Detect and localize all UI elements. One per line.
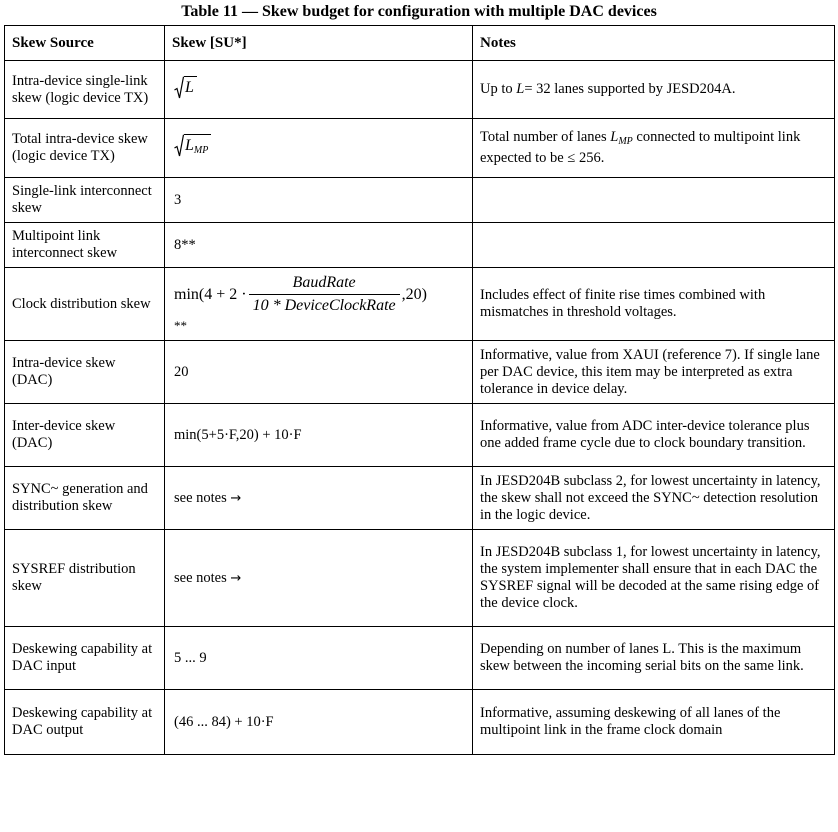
skew-source-cell: Intra-device single-link skew (logic device TX)	[5, 61, 165, 119]
notes-cell: Informative, assuming deskewing of all lanes of the multipoint link in the frame clock domain	[473, 690, 835, 755]
notes-cell: In JESD204B subclass 2, for lowest uncertainty in latency, the skew shall not exceed the SYNC~ detection resolution in the logic device.	[473, 467, 835, 530]
table-row	[5, 690, 835, 755]
skew-source-cell: Deskewing capability at DAC input	[5, 627, 165, 690]
table-caption: Table 11 — Skew budget for configuration with multiple DAC devices	[181, 3, 657, 20]
skew-value-cell	[165, 119, 473, 178]
header-skew-value: Skew [SU*]	[165, 26, 473, 61]
table-row	[5, 223, 835, 268]
skew-source-cell: Clock distribution skew	[5, 268, 165, 341]
skew-source-cell: SYNC~ generation and distribution skew	[5, 467, 165, 530]
arrow-right-icon: →	[230, 490, 242, 506]
skew-value-cell: 5 ... 9	[165, 627, 473, 690]
skew-value-cell: see notes →	[165, 467, 473, 530]
arrow-right-icon: →	[230, 570, 242, 586]
notes-cell: Total number of lanes $L_{MP}$ connected to multipoint link expected to be ≤ 256.	[473, 119, 835, 178]
skew-budget-table	[4, 25, 835, 755]
table-row	[5, 341, 835, 404]
skew-value-cell: see notes →	[165, 530, 473, 627]
fraction: $\frac{\text{BaudRate}}{\text{10 * DeviceClockRate}}$	[249, 274, 400, 315]
skew-source-cell: Single-link interconnect skew	[5, 178, 165, 223]
header-row	[5, 26, 835, 61]
skew-value-cell: 3	[165, 178, 473, 223]
table-row	[5, 61, 835, 119]
table-row	[5, 268, 835, 341]
skew-source-cell: Multipoint link interconnect skew	[5, 223, 165, 268]
skew-source-cell: Inter-device skew (DAC)	[5, 404, 165, 467]
skew-value-cell: (46 ... 84) + 10·F	[165, 690, 473, 755]
skew-source-cell: SYSREF distribution skew	[5, 530, 165, 627]
table-row	[5, 119, 835, 178]
notes-cell: Includes effect of finite rise times combined with mismatches in threshold voltages.	[473, 268, 835, 341]
notes-cell: In JESD204B subclass 1, for lowest uncertainty in latency, the system implementer shall ensure that in each DAC the SYSREF signal will be decoded at the same rising edge of the device clock.	[473, 530, 835, 627]
notes-cell: Informative, value from XAUI (reference 7). If single lane per DAC device, this item may be interpreted as extra tolerance in device delay.	[473, 341, 835, 404]
notes-cell: Depending on number of lanes L. This is the maximum skew between the incoming serial bits on the same link.	[473, 627, 835, 690]
square-root-formula: L	[174, 76, 197, 99]
skew-value-cell: min(5+5·F,20) + 10·F	[165, 404, 473, 467]
skew-source-cell: Deskewing capability at DAC output	[5, 690, 165, 755]
table-row	[5, 467, 835, 530]
table-row	[5, 627, 835, 690]
header-notes: Notes	[473, 26, 835, 61]
skew-source-cell: Total intra-device skew (logic device TX)	[5, 119, 165, 178]
skew-source-cell: Intra-device skew (DAC)	[5, 341, 165, 404]
skew-value-cell: 8**	[165, 223, 473, 268]
table-row	[5, 404, 835, 467]
skew-value-cell: 20	[165, 341, 473, 404]
notes-cell	[473, 223, 835, 268]
square-root-formula: $L_{MP}$	[174, 134, 211, 161]
footnote-mark: **	[174, 318, 187, 333]
header-skew-source: Skew Source	[5, 26, 165, 61]
table-row	[5, 530, 835, 627]
skew-value-cell	[165, 268, 473, 341]
clock-skew-formula: min(4 + 2 · $\frac{\text{BaudRate}}{\text{10 * DeviceClockRate}}$ ,20)	[174, 274, 427, 314]
table-row	[5, 178, 835, 223]
notes-cell: Up to L= 32 lanes supported by JESD204A.	[473, 61, 835, 119]
skew-value-cell	[165, 61, 473, 119]
notes-cell	[473, 178, 835, 223]
notes-cell: Informative, value from ADC inter-device tolerance plus one added frame cycle due to clock boundary transition.	[473, 404, 835, 467]
